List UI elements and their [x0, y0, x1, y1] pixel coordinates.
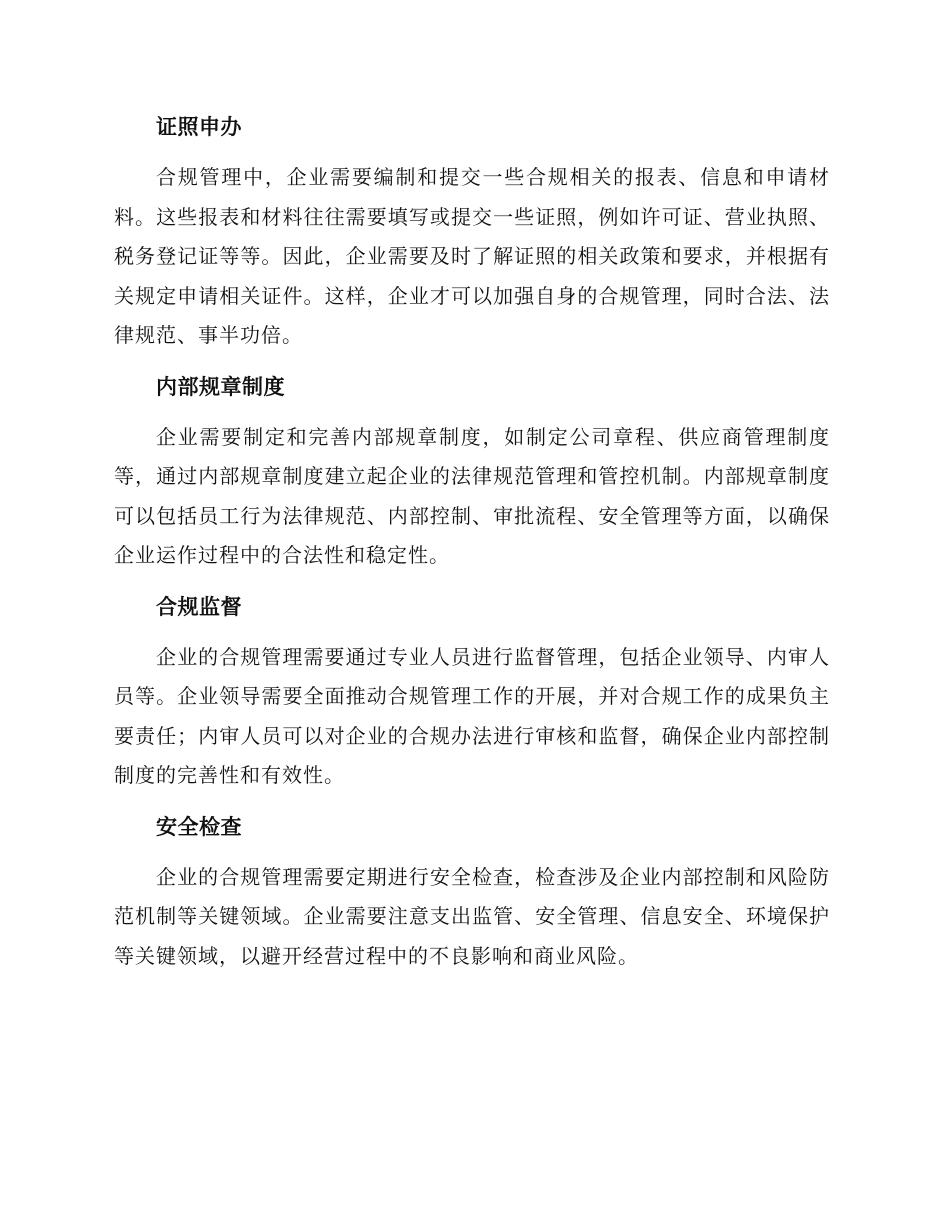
section-paragraph: 企业的合规管理需要通过专业人员进行监督管理，包括企业领导、内审人员等。企业领导需要全面推动合规管理工作的开展，并对合规工作的成果负主要责任；内审人员可以对企业的合规办法进行审核和监督，确保企业内部控制制度的完善性和有效性。: [114, 644, 830, 787]
section-safety-inspection: [114, 808, 830, 977]
section-heading: 安全检查: [156, 814, 242, 839]
section-paragraph: 企业的合规管理需要定期进行安全检查，检查涉及企业内部控制和风险防范机制等关键领域。企业需要注意支出监管、安全管理、信息安全、环境保护等关键领域，以避开经营过程中的不良影响和商业风险。: [114, 864, 830, 968]
section-license-application: [114, 108, 830, 356]
section-paragraph: 企业需要制定和完善内部规章制度，如制定公司章程、供应商管理制度等，通过内部规章制度建立起企业的法律规范管理和管控机制。内部规章制度可以包括员工行为法律规范、内部控制、审批流程、安全管理等方面，以确保企业运作过程中的合法性和稳定性。: [114, 424, 830, 567]
section-heading: 合规监督: [156, 594, 242, 619]
section-internal-rules: [114, 368, 830, 576]
section-heading: 证照申办: [156, 115, 242, 139]
document-page: [114, 108, 830, 988]
section-paragraph: 合规管理中，企业需要编制和提交一些合规相关的报表、信息和申请材料。这些报表和材料往往需要填写或提交一些证照，例如许可证、营业执照、税务登记证等等。因此，企业需要及时了解证照的相关政策和要求，并根据有关规定申请相关证件。这样，企业才可以加强自身的合规管理，同时合法、法律规范、事半功倍。: [114, 165, 830, 347]
section-heading: 内部规章制度: [156, 374, 285, 399]
section-compliance-supervision: [114, 588, 830, 796]
